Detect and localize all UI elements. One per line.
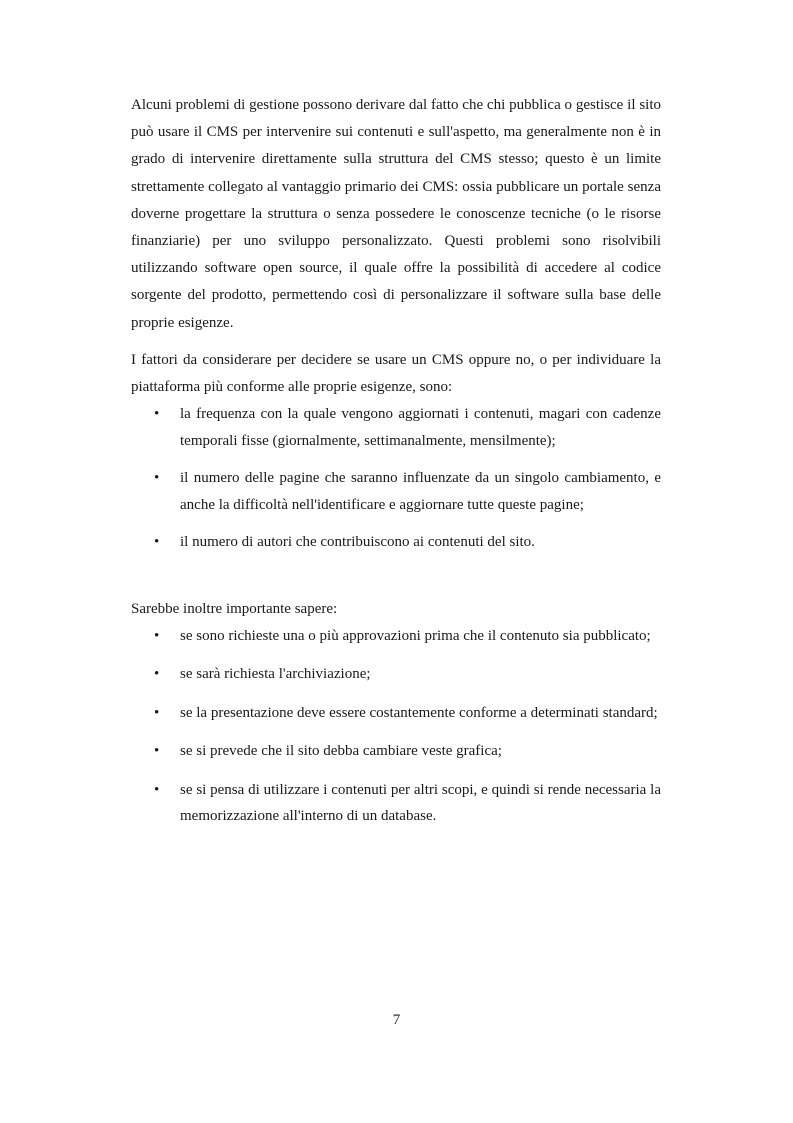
bullet-icon: • (154, 704, 160, 721)
bullet-icon: • (154, 666, 160, 683)
list-item-text: il numero delle pagine che saranno influenzate da un singolo cambiamento, e anche la difficoltà nell'identificare e aggiornare tutte queste pagine; (180, 470, 661, 513)
list-item (131, 623, 661, 650)
list-item (131, 529, 661, 556)
list-item-text: la frequenza con la quale vengono aggiornati i contenuti, magari con cadenze temporali fisse (giornalmente, settimanalmente, mensilmente); (180, 406, 661, 449)
factors-list (131, 401, 661, 556)
paragraph-factors: I fattori da considerare per decidere se usare un CMS oppure no, o per individuare la piattaforma più conforme alle proprie esigenze, sono: (131, 351, 661, 396)
bullet-icon: • (154, 406, 160, 423)
list-item (131, 401, 661, 454)
list-item (131, 738, 661, 765)
list-item-text: se si pensa di utilizzare i contenuti per altri scopi, e quindi si rende necessaria la memorizzazione all'interno di un database. (180, 781, 661, 825)
list-item (131, 661, 661, 688)
paragraph-also-important: Sarebbe inoltre importante sapere: (131, 600, 338, 617)
list-item (131, 700, 661, 727)
list-item (131, 777, 661, 830)
bullet-icon: • (154, 534, 160, 551)
list-item (131, 465, 661, 518)
paragraph-intro: Alcuni problemi di gestione possono derivare dal fatto che chi pubblica o gestisce il sito può usare il CMS per intervenire sui contenuti e sull'aspetto, ma generalmente non è in grado di intervenire direttamente sulla struttura del CMS stesso; questo è un limite strettamente collegato al vantaggio primario dei CMS: ossia pubblicare un portale senza doverne progettare la struttura o senza possedere le conoscenze tecniche (o le risorse finanziarie) per uno sviluppo personalizzato. Questi problemi sono risolvibili utilizzando software open source, il quale offre la possibilità di accedere al codice sorgente del prodotto, permettendo così di personalizzare il software sulla base delle proprie esigenze. (131, 97, 661, 331)
document-body (131, 92, 661, 830)
bullet-icon: • (154, 627, 160, 644)
knowledge-list (131, 623, 661, 830)
list-item-text: il numero di autori che contribuiscono ai contenuti del sito. (180, 534, 535, 551)
list-item-text: se la presentazione deve essere costantemente conforme a determinati standard; (180, 704, 658, 721)
bullet-icon: • (154, 743, 160, 760)
page-number: 7 (392, 1012, 401, 1028)
list-item-text: se si prevede che il sito debba cambiare veste grafica; (180, 743, 502, 760)
list-item-text: se sarà richiesta l'archiviazione; (180, 666, 371, 683)
bullet-icon: • (154, 781, 160, 798)
list-item-text: se sono richieste una o più approvazioni prima che il contenuto sia pubblicato; (180, 627, 651, 644)
bullet-icon: • (154, 470, 160, 487)
